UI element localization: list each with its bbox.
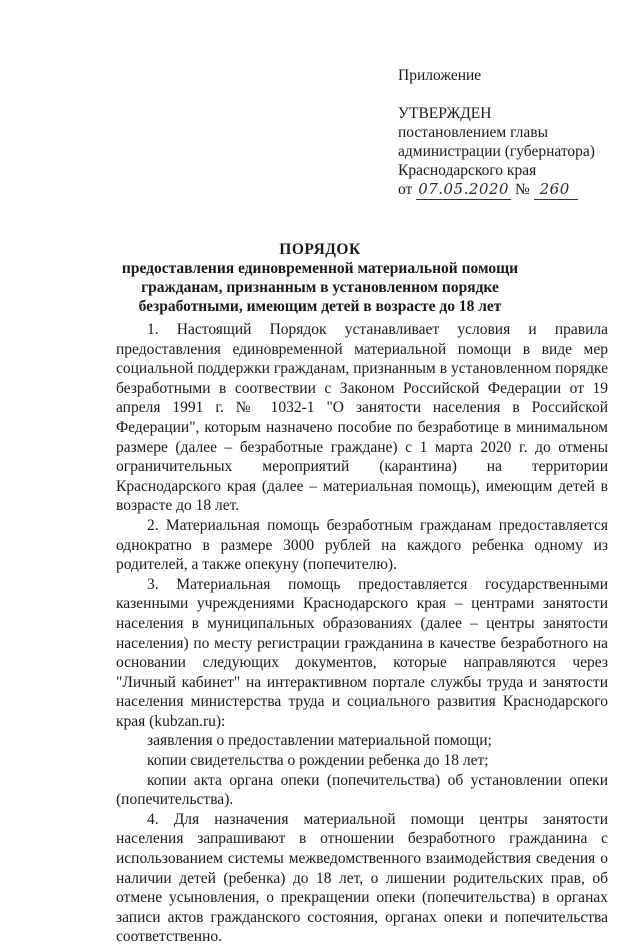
from-label: от — [398, 181, 413, 198]
heading-line-2: гражданам, признанным в установленном порядке — [141, 279, 499, 296]
list-item: копии акта органа опеки (попечительства) об установлении опеки (попечительства). — [116, 771, 608, 809]
approval-line-1: постановлением главы — [398, 124, 548, 141]
heading-line-3: безработными, имеющим детей в возрасте до 18 лет — [138, 298, 502, 315]
paragraph-2: 2. Материальная помощь безработным гражданам предоставляется однократно в размере 3000 рублей на каждого ребенка одному из родителей, а также опекуну (попечителю). — [116, 516, 608, 574]
approval-block — [398, 66, 628, 200]
number-label: № — [514, 181, 530, 198]
paragraph-3: 3. Материальная помощь предоставляется государственными казенными учреждениями Краснодарского края – центрами занятости населения в муниципальных образованиях (далее – центры занятости населения) по месту регистрации гражданина в качестве безработного на основании следующих документов, которые направляются через "Личный кабинет" на интерактивном портале службы труда и занятости населения министерства труда и социального развития Краснодарского края (kubzan.ru): — [116, 575, 608, 730]
number-field — [534, 180, 578, 200]
document-heading — [118, 240, 522, 316]
list-item: копии свидетельства о рождении ребенка до 18 лет; — [147, 752, 489, 770]
approval-date-line — [398, 180, 628, 200]
appendix-label: Приложение — [398, 67, 482, 84]
approval-line-3: Краснодарского края — [398, 162, 537, 179]
document-title: ПОРЯДОК — [279, 241, 361, 258]
handwritten-number: 260 — [539, 180, 570, 198]
paragraph-1: 1. Настоящий Порядок устанавливает условия и правила предоставления единовременной материальной помощи в виде мер социальной поддержки гражданам, признанным в установленном порядке безработными в соотвествии с Законом Российской Федерации от 19 апреля 1991 г. № 1032-1 "О занятости населения в Российской Федерации", которым назначено пособие по безработице в минимальном размере (далее – безработные граждане) с 1 марта 2020 г. до отмены ограничительных мероприятий (карантина) на территории Краснодарского края (далее – материальная помощь), имеющим детей в возрасте до 18 лет. — [116, 321, 608, 515]
list-item: заявления о предоставлении материальной помощи; — [147, 732, 492, 750]
approved-label: УТВЕРЖДЕН — [398, 105, 492, 122]
date-field — [416, 180, 511, 200]
document-body — [116, 320, 608, 947]
handwritten-date: 07.05.2020 — [418, 180, 510, 198]
heading-line-1: предоставления единовременной материальной помощи — [121, 260, 519, 277]
paragraph-4: 4. Для назначения материальной помощи центры занятости населения запрашивают в отношении безработного гражданина с использованием системы межведомственного взаимодействия сведения о наличии детей (ребенка) до 18 лет, о лишении родительских прав, об отмене усыновления, о прекращении опеки (попечительства) в органах записи актов гражданского состояния, органах опеки и попечительства соответственно. — [116, 810, 608, 946]
approval-line-2: администрации (губернатора) — [398, 143, 595, 160]
